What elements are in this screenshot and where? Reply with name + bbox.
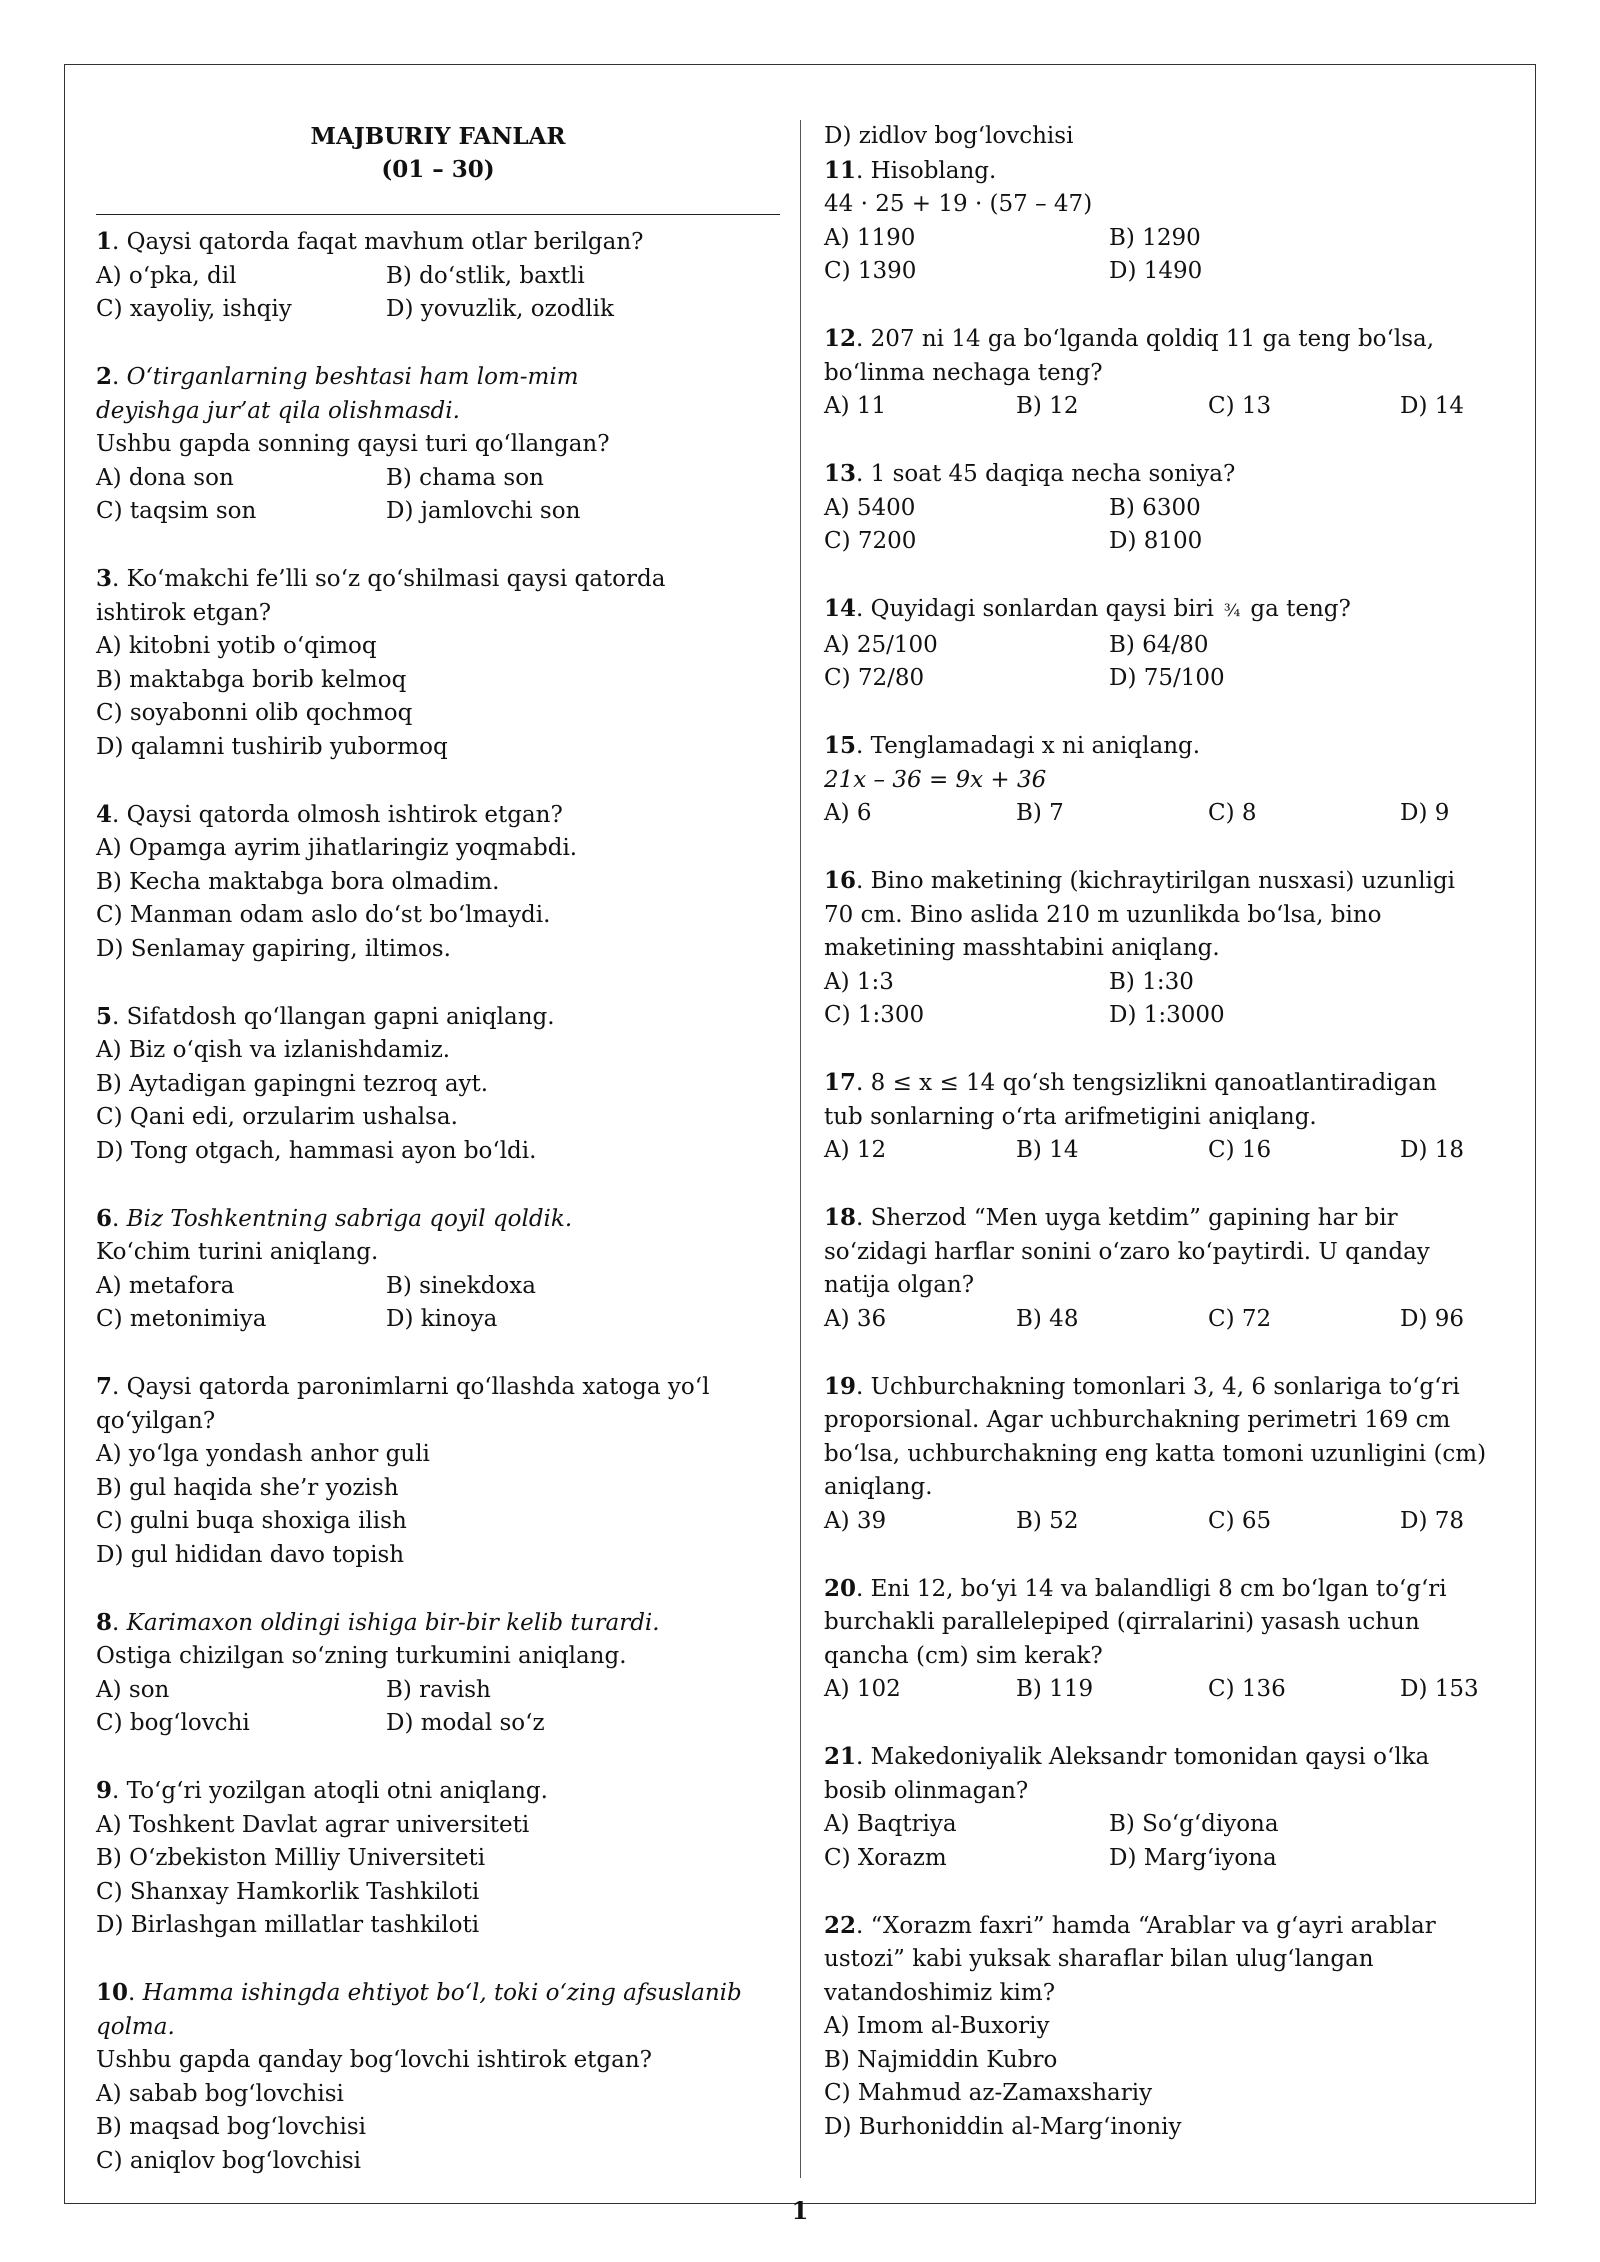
option-d[interactable]: D) 18 bbox=[1400, 1137, 1464, 1163]
option-b[interactable]: B) 64/80 bbox=[1109, 631, 1209, 658]
question-text: ishtirok etgan? bbox=[96, 599, 272, 626]
option-c[interactable]: C) Xorazm bbox=[824, 1844, 947, 1871]
header-rule bbox=[96, 214, 780, 215]
question-number: 20 bbox=[824, 1574, 857, 1602]
left-column bbox=[96, 120, 780, 2212]
option-c[interactable]: C) gulni buqa shoxiga ilish bbox=[96, 1508, 407, 1534]
option-c[interactable]: C) Manman odam aslo do‘st bo‘lmaydi. bbox=[96, 902, 551, 928]
question-text: Qaysi qatorda paronimlarni qo‘llashda xatoga yo‘l bbox=[126, 1374, 710, 1400]
option-c[interactable]: C) Qani edi, orzularim ushalsa. bbox=[96, 1104, 458, 1130]
option-d[interactable]: D) yovuzlik, ozodlik bbox=[386, 296, 614, 322]
question-number: 4 bbox=[96, 800, 113, 828]
question-3: 3. Ko‘makchi fe’lli so‘z qo‘shilmasi qaysi qatorda ishtirok etgan? A) kitobni yotib o‘qimoq B) maktabga borib kelmoq C) soyabonni olib qochmoq D) qalamni tushirib yubormoq bbox=[96, 562, 780, 764]
option-b[interactable]: B) 1290 bbox=[1109, 224, 1201, 251]
quoted-sentence: deyishga jur’at qila olishmasdi. bbox=[96, 397, 460, 424]
question-number: 3 bbox=[96, 565, 113, 592]
question-text: To‘g‘ri yozilgan atoqli otni aniqlang. bbox=[126, 1778, 548, 1804]
option-b[interactable]: B) 119 bbox=[1016, 1676, 1094, 1702]
option-c[interactable]: C) 1:300 bbox=[824, 1002, 925, 1028]
option-c[interactable]: C) Shanxay Hamkorlik Tashkiloti bbox=[96, 1878, 480, 1905]
question-18: 18. Sherzod “Men uyga ketdim” gapining har bir so‘zidagi harflar sonini o‘zaro ko‘paytirdi. U qanday natija olgan? A) 36 B) 48 C) 72 D) 96 bbox=[824, 1201, 1508, 1336]
question-text: qancha (cm) sim kerak? bbox=[824, 1642, 1103, 1669]
option-a[interactable]: A) 39 bbox=[824, 1507, 887, 1534]
question-text: Bino maketining (kichraytirilgan nusxasi) uzunligi bbox=[870, 868, 1455, 894]
option-d[interactable]: D) qalamni tushirib yubormoq bbox=[96, 733, 448, 760]
section-title: MAJBURIY FANLAR bbox=[310, 123, 566, 150]
option-d[interactable]: D) Marg‘iyona bbox=[1109, 1844, 1277, 1871]
option-c[interactable]: C) 1390 bbox=[824, 258, 917, 284]
option-b[interactable]: B) 1:30 bbox=[1109, 968, 1194, 995]
question-text: Uchburchakning tomonlari 3, 4, 6 sonlariga to‘g‘ri bbox=[870, 1373, 1460, 1400]
question-17: 17. 8 ≤ x ≤ 14 qo‘sh tengsizlikni qanoatlantiradigan tub sonlarning o‘rta arifmetigini aniqlang. A) 12 B) 14 C) 16 D) 18 bbox=[824, 1066, 1508, 1168]
option-a[interactable]: A) o‘pka, dil bbox=[96, 262, 237, 289]
question-number: 6 bbox=[96, 1204, 113, 1232]
question-text: 8 ≤ x ≤ 14 qo‘sh tengsizlikni qanoatlantiradigan bbox=[870, 1070, 1437, 1096]
question-text: ga teng? bbox=[1250, 596, 1351, 622]
option-d[interactable]: D) 78 bbox=[1400, 1507, 1464, 1534]
quoted-sentence: Hamma ishingda ehtiyot bo‘l, toki o‘zing afsuslanib qolma. bbox=[96, 1980, 742, 2040]
question-7: 7. Qaysi qatorda paronimlarni qo‘llashda xatoga yo‘l qo‘yilgan? A) yo‘lga yondash anhor guli B) gul haqida she’r yozish C) gulni buqa shoxiga ilish D) gul hididan davo topish bbox=[96, 1370, 780, 1572]
option-a[interactable]: A) 36 bbox=[824, 1305, 887, 1332]
question-text: vatandoshimiz kim? bbox=[824, 1979, 1056, 2006]
question-5: 5. Sifatdosh qo‘llangan gapni aniqlang. A) Biz o‘qish va izlanishdamiz. B) Aytadigan gapingni tezroq ayt. C) Qani edi, orzularim ushalsa. D) Tong otgach, hammasi ayon bo‘ldi. bbox=[96, 1000, 780, 1169]
option-d[interactable]: D) 9 bbox=[1400, 800, 1450, 826]
quoted-sentence: O‘tirganlarning beshtasi ham lom-mim bbox=[126, 364, 579, 390]
question-1: 1. Qaysi qatorda faqat mavhum otlar berilgan? A) o‘pka, dil B) do‘stlik, baxtli C) xayoliy, ishqiy D) yovuzlik, ozodlik bbox=[96, 225, 780, 327]
option-a[interactable]: A) 12 bbox=[824, 1137, 887, 1163]
option-c[interactable]: C) taqsim son bbox=[96, 498, 257, 524]
option-a[interactable]: A) dona son bbox=[96, 464, 234, 491]
option-d[interactable]: D) zidlov bog‘lovchisi bbox=[824, 123, 1074, 149]
question-number: 10 bbox=[96, 1979, 129, 2006]
option-a[interactable]: A) 1190 bbox=[824, 224, 916, 251]
question-number: 8 bbox=[96, 1608, 113, 1636]
option-c[interactable]: C) 65 bbox=[1208, 1507, 1272, 1534]
option-b[interactable]: B) maqsad bog‘lovchisi bbox=[96, 2114, 366, 2140]
option-a[interactable]: A) Biz o‘qish va izlanishdamiz. bbox=[96, 1037, 451, 1063]
option-a[interactable]: A) son bbox=[96, 1676, 170, 1703]
question-text: 70 cm. Bino aslida 210 m uzunlikda bo‘lsa, bino bbox=[824, 901, 1382, 928]
question-2: 2. O‘tirganlarning beshtasi ham lom-mim deyishga jur’at qila olishmasdi. Ushbu gapda sonning qaysi turi qo‘llangan? A) dona son B) chama son C) taqsim son D) jamlovchi son bbox=[96, 360, 780, 529]
question-text: Eni 12, bo‘yi 14 va balandligi 8 cm bo‘lgan to‘g‘ri bbox=[870, 1575, 1447, 1602]
option-d[interactable]: D) gul hididan davo topish bbox=[96, 1541, 405, 1568]
option-d[interactable]: D) 75/100 bbox=[1109, 665, 1225, 691]
section-header bbox=[96, 120, 780, 186]
expression: 44 · 25 + 19 · (57 – 47) bbox=[824, 191, 1093, 217]
question-text: Hisoblang. bbox=[870, 157, 997, 184]
option-d[interactable]: D) Birlashgan millatlar tashkiloti bbox=[96, 1912, 480, 1938]
question-text: qo‘yilgan? bbox=[96, 1407, 216, 1434]
option-a[interactable]: A) Baqtriya bbox=[824, 1811, 957, 1837]
question-text: bo‘linma nechaga teng? bbox=[824, 359, 1103, 386]
question-6: 6. Biz Toshkentning sabriga qoyil qoldik. Ko‘chim turini aniqlang. A) metafora B) sinekdoxa C) metonimiya D) kinoya bbox=[96, 1202, 780, 1337]
option-b[interactable]: B) 48 bbox=[1016, 1305, 1079, 1332]
question-9: 9. To‘g‘ri yozilgan atoqli otni aniqlang. A) Toshkent Davlat agrar universiteti B) O‘zbekiston Milliy Universiteti C) Shanxay Hamkorlik Tashkiloti D) Birlashgan millatlar tashkiloti bbox=[96, 1774, 780, 1943]
option-b[interactable]: B) 6300 bbox=[1109, 494, 1201, 521]
option-a[interactable]: A) Toshkent Davlat agrar universiteti bbox=[96, 1811, 530, 1838]
option-d[interactable]: D) modal so‘z bbox=[386, 1710, 545, 1736]
option-b[interactable]: B) O‘zbekiston Milliy Universiteti bbox=[96, 1845, 486, 1871]
fraction: ¾ bbox=[1223, 601, 1241, 621]
question-10-continued bbox=[824, 120, 1508, 154]
question-text: “Xorazm faxri” hamda “Arablar va g‘ayri arablar bbox=[870, 1912, 1436, 1939]
right-column bbox=[824, 120, 1508, 2178]
option-c[interactable]: C) bog‘lovchi bbox=[96, 1710, 250, 1736]
option-a[interactable]: A) 5400 bbox=[824, 494, 916, 521]
question-number: 5 bbox=[96, 1002, 113, 1030]
quoted-sentence: Biz Toshkentning sabriga qoyil qoldik. bbox=[126, 1205, 573, 1232]
option-b[interactable]: B) 52 bbox=[1016, 1507, 1079, 1534]
option-a[interactable]: A) 11 bbox=[824, 393, 887, 419]
question-22: 22. “Xorazm faxri” hamda “Arablar va g‘ayri arablar ustozi” kabi yuksak sharaflar bilan ulug‘langan vatandoshimiz kim? A) Imom al-Buxoriy B) Najmiddin Kubro C) Mahmud az-Zamaxshariy D) Burhoniddin al-Marg‘inoniy bbox=[824, 1909, 1508, 2145]
question-text: natija olgan? bbox=[824, 1272, 975, 1298]
question-text: Ostiga chizilgan so‘zning turkumini aniqlang. bbox=[96, 1643, 627, 1669]
option-c[interactable]: C) metonimiya bbox=[96, 1306, 267, 1332]
option-a[interactable]: A) Imom al-Buxoriy bbox=[824, 2013, 1050, 2039]
question-number: 12 bbox=[824, 325, 857, 352]
question-text: burchakli parallelepiped (qirralarini) yasash uchun bbox=[824, 1609, 1420, 1635]
page-number: 1 bbox=[791, 2196, 809, 2225]
question-text: Ushbu gapda qanday bog‘lovchi ishtirok etgan? bbox=[96, 2047, 652, 2073]
equation: 21x – 36 = 9x + 36 bbox=[824, 766, 1047, 793]
option-a[interactable]: A) kitobni yotib o‘qimoq bbox=[96, 633, 377, 659]
option-c[interactable]: C) xayoliy, ishqiy bbox=[96, 296, 292, 322]
option-c[interactable]: C) 16 bbox=[1208, 1137, 1272, 1163]
question-15: 15. Tenglamadagi x ni aniqlang. 21x – 36 = 9x + 36 A) 6 B) 7 C) 8 D) 9 bbox=[824, 729, 1508, 831]
option-d[interactable]: D) 1:3000 bbox=[1109, 1002, 1225, 1028]
option-d[interactable]: D) 153 bbox=[1400, 1676, 1479, 1702]
option-c[interactable]: C) aniqlov bog‘lovchisi bbox=[96, 2147, 362, 2174]
question-text: maketining masshtabini aniqlang. bbox=[824, 935, 1220, 961]
question-21: 21. Makedoniyalik Aleksandr tomonidan qaysi o‘lka bosib olinmagan? A) Baqtriya B) So‘g‘diyona C) Xorazm D) Marg‘iyona bbox=[824, 1740, 1508, 1875]
option-c[interactable]: C) 13 bbox=[1208, 393, 1272, 419]
question-text: Qaysi qatorda olmosh ishtirok etgan? bbox=[126, 801, 563, 828]
option-c[interactable]: C) 72/80 bbox=[824, 665, 925, 691]
option-b[interactable]: B) 7 bbox=[1016, 800, 1064, 826]
question-text: Sherzod “Men uyga ketdim” gapining har bir bbox=[870, 1205, 1398, 1231]
question-number: 7 bbox=[96, 1373, 113, 1400]
option-a[interactable]: A) Opamga ayrim jihatlaringiz yoqmabdi. bbox=[96, 835, 578, 861]
option-b[interactable]: B) Najmiddin Kubro bbox=[824, 2046, 1058, 2073]
question-number: 17 bbox=[824, 1069, 857, 1096]
question-text: Makedoniyalik Aleksandr tomonidan qaysi o‘lka bbox=[870, 1744, 1430, 1770]
question-text: ustozi” kabi yuksak sharaflar bilan ulug‘langan bbox=[824, 1946, 1374, 1972]
option-b[interactable]: B) 12 bbox=[1016, 393, 1079, 419]
question-13: 13. 1 soat 45 daqiqa necha soniya? A) 5400 B) 6300 C) 7200 D) 8100 bbox=[824, 457, 1508, 559]
option-d[interactable]: D) 1490 bbox=[1109, 258, 1203, 284]
question-text: Ushbu gapda sonning qaysi turi qo‘llangan? bbox=[96, 431, 610, 457]
question-number: 21 bbox=[824, 1743, 857, 1770]
quoted-sentence: Karimaxon oldingi ishiga bir-bir kelib turardi. bbox=[126, 1609, 660, 1636]
question-number: 18 bbox=[824, 1204, 857, 1231]
option-a[interactable]: A) yo‘lga yondash anhor guli bbox=[96, 1441, 430, 1467]
question-text: tub sonlarning o‘rta arifmetigini aniqlang. bbox=[824, 1103, 1317, 1130]
question-11: 11. Hisoblang. 44 · 25 + 19 · (57 – 47) A) 1190 B) 1290 C) 1390 D) 1490 bbox=[824, 154, 1508, 289]
question-number: 16 bbox=[824, 867, 857, 894]
option-b[interactable]: B) gul haqida she’r yozish bbox=[96, 1474, 399, 1501]
option-d[interactable]: D) 8100 bbox=[1109, 528, 1203, 554]
question-number: 15 bbox=[824, 732, 857, 759]
option-a[interactable]: A) metafora bbox=[96, 1272, 235, 1299]
question-text: so‘zidagi harflar sonini o‘zaro ko‘paytirdi. U qanday bbox=[824, 1238, 1430, 1265]
question-text: Tenglamadagi x ni aniqlang. bbox=[870, 733, 1201, 759]
option-b[interactable]: B) chama son bbox=[386, 464, 544, 491]
question-text: aniqlang. bbox=[824, 1474, 933, 1500]
option-c[interactable]: C) 7200 bbox=[824, 528, 917, 554]
question-text: Ko‘chim turini aniqlang. bbox=[96, 1239, 379, 1265]
option-c[interactable]: C) 72 bbox=[1208, 1305, 1272, 1332]
question-number: 19 bbox=[824, 1372, 857, 1400]
question-number: 2 bbox=[96, 363, 113, 390]
option-a[interactable]: A) sabab bog‘lovchisi bbox=[96, 2080, 344, 2107]
option-b[interactable]: B) ravish bbox=[386, 1676, 491, 1703]
question-8: 8. Karimaxon oldingi ishiga bir-bir kelib turardi. Ostiga chizilgan so‘zning turkumini aniqlang. A) son B) ravish C) bog‘lovchi D) modal so‘z bbox=[96, 1606, 780, 1741]
question-number: 13 bbox=[824, 460, 857, 487]
question-text: Quyidagi sonlardan qaysi biri bbox=[870, 596, 1214, 622]
option-b[interactable]: B) do‘stlik, baxtli bbox=[386, 262, 585, 289]
question-text: 1 soat 45 daqiqa necha soniya? bbox=[870, 461, 1236, 487]
option-d[interactable]: D) 14 bbox=[1400, 393, 1464, 419]
column-divider bbox=[800, 120, 801, 2178]
option-d[interactable]: D) jamlovchi son bbox=[386, 498, 581, 524]
option-a[interactable]: A) 102 bbox=[824, 1676, 901, 1702]
option-d[interactable]: D) Tong otgach, hammasi ayon bo‘ldi. bbox=[96, 1137, 537, 1164]
question-text: proporsional. Agar uchburchakning perimetri 169 cm bbox=[824, 1407, 1451, 1433]
question-text: 207 ni 14 ga bo‘lganda qoldiq 11 ga teng bo‘lsa, bbox=[870, 326, 1435, 352]
question-number: 14 bbox=[824, 595, 857, 622]
question-14: 14. Quyidagi sonlardan qaysi biri ¾ ga teng? A) 25/100 B) 64/80 C) 72/80 D) 75/100 bbox=[824, 592, 1508, 696]
question-text: bosib olinmagan? bbox=[824, 1777, 1029, 1804]
option-b[interactable]: B) 14 bbox=[1016, 1137, 1079, 1163]
option-c[interactable]: C) 136 bbox=[1208, 1676, 1286, 1702]
option-a[interactable]: A) 25/100 bbox=[824, 631, 938, 658]
question-19: 19. Uchburchakning tomonlari 3, 4, 6 sonlariga to‘g‘ri proporsional. Agar uchburchakning perimetri 169 cm bo‘lsa, uchburchakning eng katta tomoni uzunligini (cm) aniqlang. A) 39 B) 52 C) 65 D) 78 bbox=[824, 1370, 1508, 1539]
question-text: Qaysi qatorda faqat mavhum otlar berilgan? bbox=[126, 229, 644, 255]
question-12: 12. 207 ni 14 ga bo‘lganda qoldiq 11 ga teng bo‘lsa, bo‘linma nechaga teng? A) 11 B) 12 C) 13 D) 14 bbox=[824, 322, 1508, 424]
option-c[interactable]: C) soyabonni olib qochmoq bbox=[96, 700, 413, 726]
option-d[interactable]: D) kinoya bbox=[386, 1306, 498, 1332]
question-20: 20. Eni 12, bo‘yi 14 va balandligi 8 cm bo‘lgan to‘g‘ri burchakli parallelepiped (qirralarini) yasash uchun qancha (cm) sim kerak? A) 102 B) 119 C) 136 D) 153 bbox=[824, 1572, 1508, 1707]
option-d[interactable]: D) 96 bbox=[1400, 1305, 1464, 1332]
question-number: 11 bbox=[824, 156, 857, 184]
question-text: Ko‘makchi fe’lli so‘z qo‘shilmasi qaysi qatorda bbox=[126, 566, 666, 592]
question-text: Sifatdosh qo‘llangan gapni aniqlang. bbox=[126, 1003, 555, 1030]
option-a[interactable]: A) 6 bbox=[824, 800, 872, 826]
question-number: 9 bbox=[96, 1777, 113, 1804]
option-c[interactable]: C) 8 bbox=[1208, 800, 1257, 826]
option-a[interactable]: A) 1:3 bbox=[824, 968, 894, 995]
question-text: bo‘lsa, uchburchakning eng katta tomoni uzunligini (cm) bbox=[824, 1440, 1487, 1467]
question-4: 4. Qaysi qatorda olmosh ishtirok etgan? A) Opamga ayrim jihatlaringiz yoqmabdi. B) Kecha maktabga bora olmadim. C) Manman odam aslo do‘st bo‘lmaydi. D) Senlamay gapiring, iltimos. bbox=[96, 798, 780, 967]
option-b[interactable]: B) sinekdoxa bbox=[386, 1272, 536, 1299]
option-b[interactable]: B) So‘g‘diyona bbox=[1109, 1811, 1279, 1837]
option-c[interactable]: C) Mahmud az-Zamaxshariy bbox=[824, 2080, 1153, 2106]
question-number: 1 bbox=[96, 228, 113, 255]
option-b[interactable]: B) maktabga borib kelmoq bbox=[96, 666, 407, 693]
section-range: (01 – 30) bbox=[381, 156, 495, 183]
question-number: 22 bbox=[824, 1911, 857, 1939]
option-d[interactable]: D) Senlamay gapiring, iltimos. bbox=[96, 935, 451, 962]
question-10: 10. Hamma ishingda ehtiyot bo‘l, toki o‘zing afsuslanib qolma. Ushbu gapda qanday bog‘lovchi ishtirok etgan? A) sabab bog‘lovchisi B) maqsad bog‘lovchisi C) aniqlov bog‘lovchisi bbox=[96, 1976, 780, 2178]
option-b[interactable]: B) Kecha maktabga bora olmadim. bbox=[96, 868, 500, 895]
question-16: 16. Bino maketining (kichraytirilgan nusxasi) uzunligi 70 cm. Bino aslida 210 m uzunlikda bo‘lsa, bino maketining masshtabini aniqlang. A) 1:3 B) 1:30 C) 1:300 D) 1:3000 bbox=[824, 864, 1508, 1033]
option-d[interactable]: D) Burhoniddin al-Marg‘inoniy bbox=[824, 2113, 1182, 2140]
option-b[interactable]: B) Aytadigan gapingni tezroq ayt. bbox=[96, 1070, 489, 1097]
